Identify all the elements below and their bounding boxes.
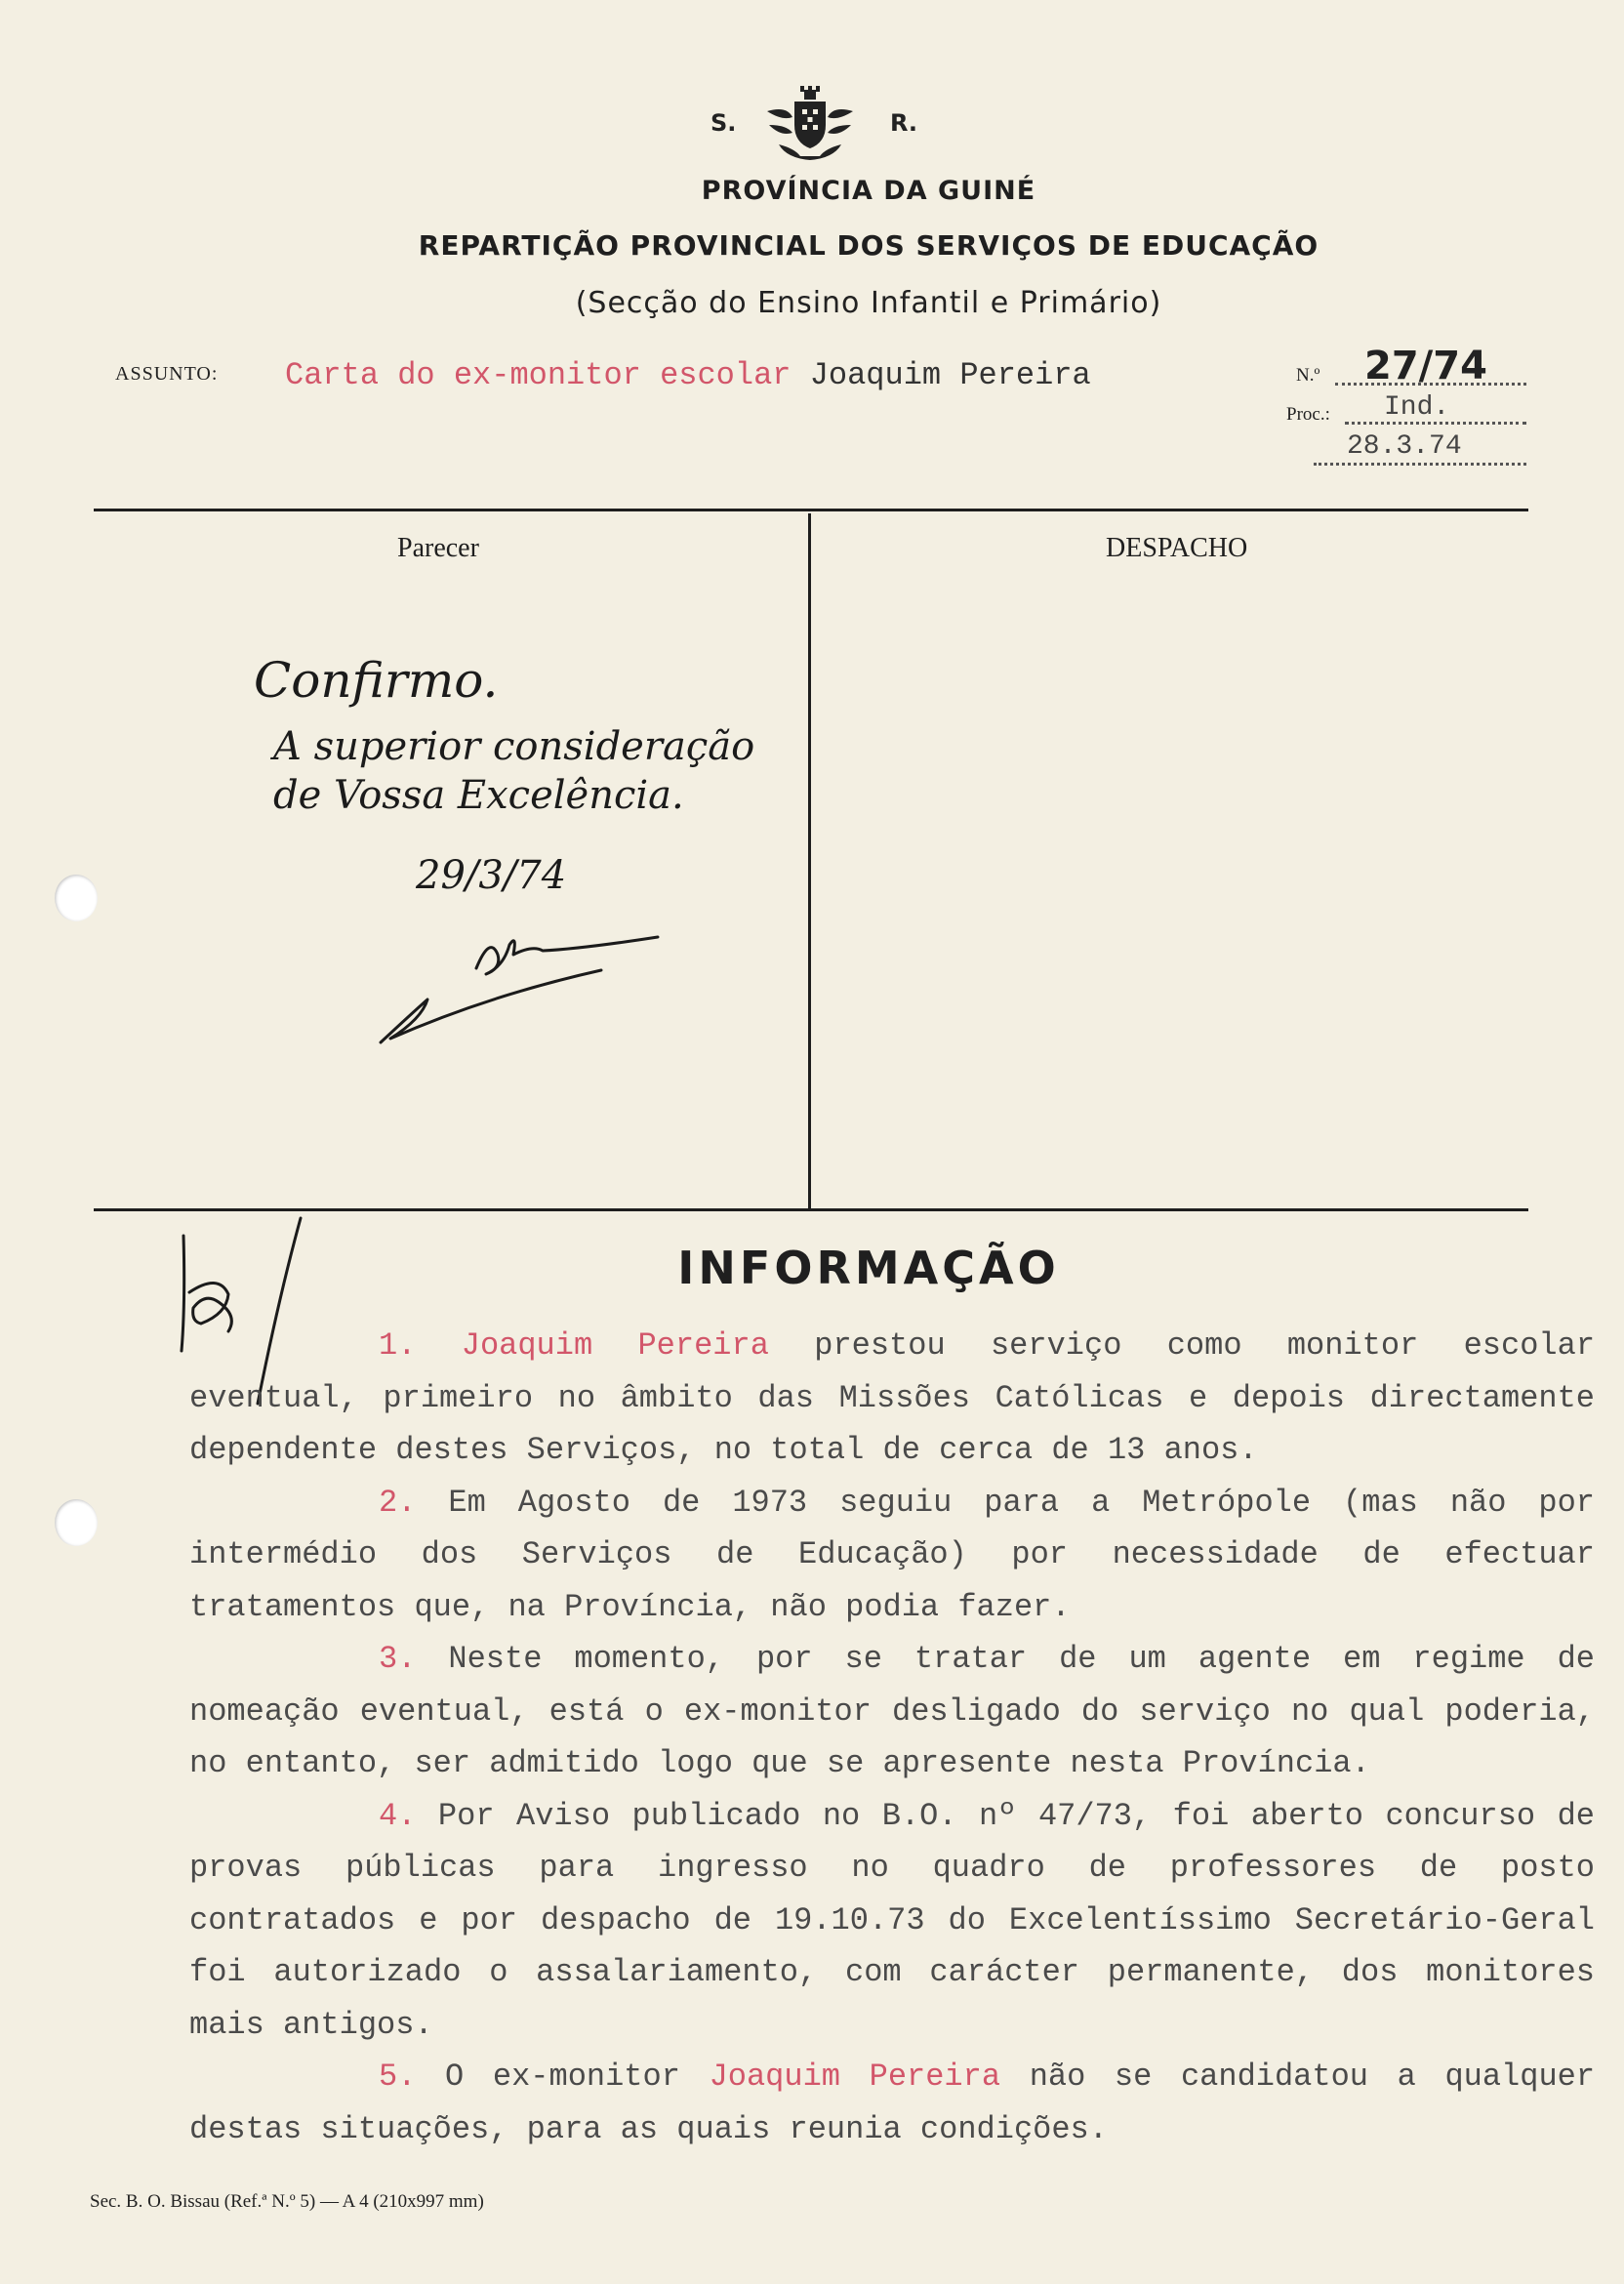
paragraph-3-number: 3. — [379, 1641, 417, 1677]
handwritten-consideration: A superior consideração — [273, 724, 755, 769]
handwritten-date: 29/3/74 — [416, 853, 567, 898]
paragraph-5-number: 5. — [379, 2059, 417, 2095]
parecer-heading: Parecer — [397, 533, 479, 563]
subject-text — [285, 357, 1091, 393]
signature-icon — [381, 937, 658, 1042]
punch-hole-bottom — [55, 1499, 98, 1546]
paragraph-1-number: 1. — [379, 1327, 417, 1364]
paragraph-2-number: 2. — [379, 1484, 417, 1521]
date-dotted-line — [1314, 463, 1526, 466]
footer-reference: Sec. B. O. Bissau (Ref.ª N.º 5) — A 4 (210x997 mm) — [90, 2191, 484, 2212]
top-rule — [94, 509, 1528, 511]
subject-label: ASSUNTO: — [115, 363, 219, 385]
column-divider — [808, 513, 811, 1208]
parecer-handwriting — [244, 644, 791, 1054]
header-right-letter: R. — [890, 109, 918, 137]
bottom-rule — [94, 1208, 1528, 1211]
subject-highlight: Carta do ex-monitor escolar — [285, 357, 792, 393]
coat-of-arms-icon — [765, 86, 855, 164]
paragraph-2 — [189, 1477, 1595, 1634]
paragraph-1-name: Joaquim Pereira — [461, 1327, 769, 1364]
paragraph-4-number: 4. — [379, 1797, 417, 1834]
paragraph-5-text: não se candidatou a qualquer destas situações, para as quais reunia condições. — [189, 2059, 1596, 2147]
process-label: Proc.: — [1286, 404, 1330, 425]
paragraph-3-text: Neste momento, por se tratar de um agente em regime de nomeação eventual, está o ex-monitor desligado do serviço no qual poderia, no entanto, ser admitido logo que se apresente nesta Província. — [189, 1641, 1595, 1781]
header-left-letter: S. — [710, 109, 737, 137]
paragraph-1-text: prestou serviço como monitor escolar eventual, primeiro no âmbito das Missões Católicas e depois directamente dependente destes Serviços, no total de cerca de 13 anos. — [189, 1327, 1596, 1468]
reference-date: 28.3.74 — [1347, 431, 1462, 462]
paragraph-5-text-before: O ex-monitor — [445, 2059, 680, 2095]
handwritten-excellency: de Vossa Excelência. — [273, 773, 684, 818]
paragraph-4-text: Por Aviso publicado no B.O. nº 47/73, foi aberto concurso de provas públicas para ingresso no quadro de professores de posto contratados e por despacho de 19.10.73 do Excelentíssimo Secretário-Geral foi autorizado o assalariamento, com carácter permanente, dos monitores mais antigos. — [189, 1797, 1596, 2043]
paragraph-2-text: Em Agosto de 1973 seguiu para a Metrópole (mas não por intermédio dos Serviços de Educação) por necessidade de efectuar tratamentos que, na Província, não podia fazer. — [189, 1484, 1595, 1625]
paragraph-4 — [189, 1790, 1595, 2052]
province-title: PROVÍNCIA DA GUINÉ — [701, 176, 1036, 206]
punch-hole-top — [55, 875, 98, 921]
subject-name: Joaquim Pereira — [809, 357, 1091, 393]
paragraph-5 — [189, 2051, 1595, 2155]
despacho-heading: DESPACHO — [1106, 533, 1248, 563]
paragraph-3 — [189, 1633, 1595, 1790]
paragraph-1 — [189, 1320, 1595, 1477]
handwritten-confirmation: Confirmo. — [254, 652, 499, 709]
department-title: REPARTIÇÃO PROVINCIAL DOS SERVIÇOS DE EDUCAÇÃO — [418, 229, 1320, 262]
number-value: 27/74 — [1364, 344, 1487, 388]
number-label: N.º — [1296, 365, 1320, 386]
informacao-title: INFORMAÇÃO — [677, 1242, 1060, 1294]
paragraph-5-name: Joaquim Pereira — [709, 2059, 1001, 2095]
informacao-body — [189, 1320, 1595, 2155]
section-subtitle: (Secção do Ensino Infantil e Primário) — [575, 286, 1162, 320]
process-value: Ind. — [1384, 392, 1450, 423]
